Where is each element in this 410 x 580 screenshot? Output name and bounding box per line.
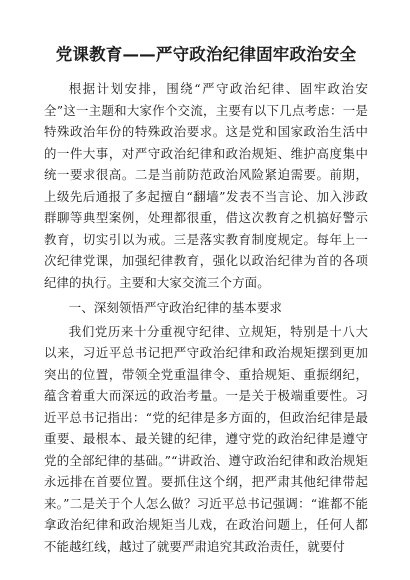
section-heading: 一、深刻领悟严守政治纪律的基本要求 — [68, 300, 282, 315]
intro-paragraph: 根据计划安排，围绕“严守政治纪律、固牢政治安全”这一主题和大家作个交流，主要有以下几点考虑：一是特殊政治年份的特殊政治要求。这是党和国家政治生活中的一件大事，对严守政治纪律和政治规矩、维护高度集中统一要求很高。二是当前防范政治风险紧迫需要。前期，上级先后通报了多起擅自“翻墙”发表不当言论、加入涉政群聊等典型案例，处理都很重，借这次教育之机搞好警示教育，切实引以为戒。三是落实教育制度规定。每年上一次纪律党课，加强纪律教育，强化以政治纪律为首的各项纪律的执行。主要和大家交流三个方面。 — [44, 81, 368, 290]
document-title: 党课教育——严守政治纪律固牢政治安全 — [55, 45, 357, 64]
section-paragraph: 我们党历来十分重视守纪律、立规矩，特别是十八大以来，习近平总书记把严守政治纪律和政治规矩摆到更加突出的位置，带领全党重温律令、重拾规矩、重振纲纪，蕴含着重大而深远的政治考量。一是关于极端重要性。习近平总书记指出：“党的纪律是多方面的，但政治纪律是最重要、最根本、最关键的纪律，遵守党的政治纪律是遵守党的全部纪律的基础。”“讲政治、遵守政治纪律和政治规矩永远排在首要位置。要抓住这个纲，把严肃其他纪律带起来。”二是关于个人怎么做？习近平总书记强调：“谁都不能拿政治纪律和政治规矩当儿戏，在政治问题上，任何人都不能越红线，越过了就要严肃追究其政治责任，就要付 — [44, 323, 368, 554]
